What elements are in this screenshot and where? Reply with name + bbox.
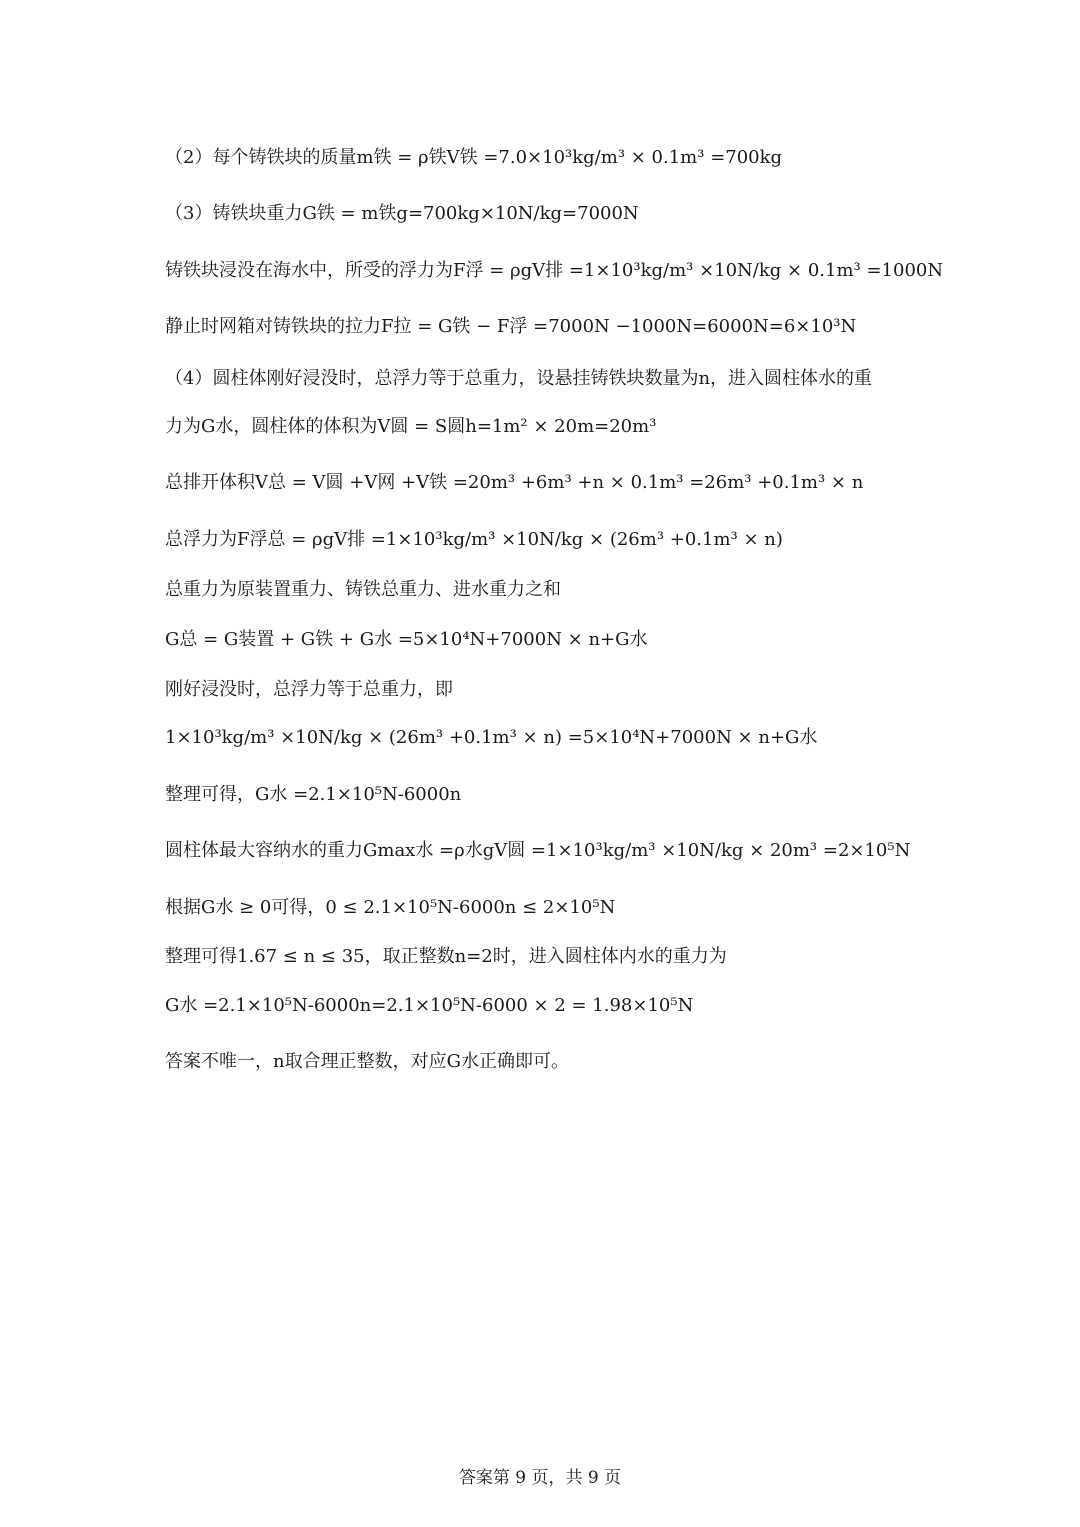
text-line: 总浮力为F浮总 = ρgV排 =1×10³kg/m³ ×10N/kg × (26m³ +0.1m³ × n) <box>165 529 783 550</box>
text-line: 刚好浸没时，总浮力等于总重力，即 <box>165 679 453 700</box>
text-line: G总 = G装置 + G铁 + G水 =5×10⁴N+7000N × n+G水 <box>165 629 648 650</box>
text-line: 静止时网箱对铸铁块的拉力F拉 = G铁 − F浮 =7000N −1000N=6000N=6×10³N <box>165 316 857 337</box>
text-line: 总排开体积V总 = V圆 +V网 +V铁 =20m³ +6m³ +n × 0.1m³ =26m³ +0.1m³ × n <box>165 472 864 493</box>
text-line: 铸铁块浸没在海水中，所受的浮力为F浮 = ρgV排 =1×10³kg/m³ ×10N/kg × 0.1m³ =1000N <box>165 260 944 281</box>
text-line: 整理可得1.67 ≤ n ≤ 35，取正整数n=2时，进入圆柱体内水的重力为 <box>165 946 727 967</box>
text-line: （3）铸铁块重力G铁 = m铁g=700kg×10N/kg=7000N <box>165 203 639 224</box>
text-line: 整理可得，G水 =2.1×10⁵N-6000n <box>165 784 462 805</box>
text-line: （4）圆柱体刚好浸没时，总浮力等于总重力，设悬挂铸铁块数量为n，进入圆柱体水的重 <box>165 368 873 389</box>
page-footer: 答案第 9 页，共 9 页 <box>458 1468 622 1488</box>
text-line: 答案不唯一，n取合理正整数，对应G水正确即可。 <box>165 1051 569 1072</box>
text-line: 1×10³kg/m³ ×10N/kg × (26m³ +0.1m³ × n) =5×10⁴N+7000N × n+G水 <box>165 727 818 748</box>
text-line: 根据G水 ≥ 0可得，0 ≤ 2.1×10⁵N-6000n ≤ 2×10⁵N <box>165 897 616 918</box>
text-line: G水 =2.1×10⁵N-6000n=2.1×10⁵N-6000 × 2 = 1.98×10⁵N <box>165 995 694 1016</box>
text-line: 总重力为原装置重力、铸铁总重力、进水重力之和 <box>165 579 561 600</box>
text-line: 圆柱体最大容纳水的重力Gmax水 =ρ水gV圆 =1×10³kg/m³ ×10N/kg × 20m³ =2×10⁵N <box>165 840 911 861</box>
text-line: 力为G水，圆柱体的体积为V圆 = S圆h=1m² × 20m=20m³ <box>165 416 657 437</box>
text-line: （2）每个铸铁块的质量m铁 = ρ铁V铁 =7.0×10³kg/m³ × 0.1m³ =700kg <box>165 147 783 168</box>
